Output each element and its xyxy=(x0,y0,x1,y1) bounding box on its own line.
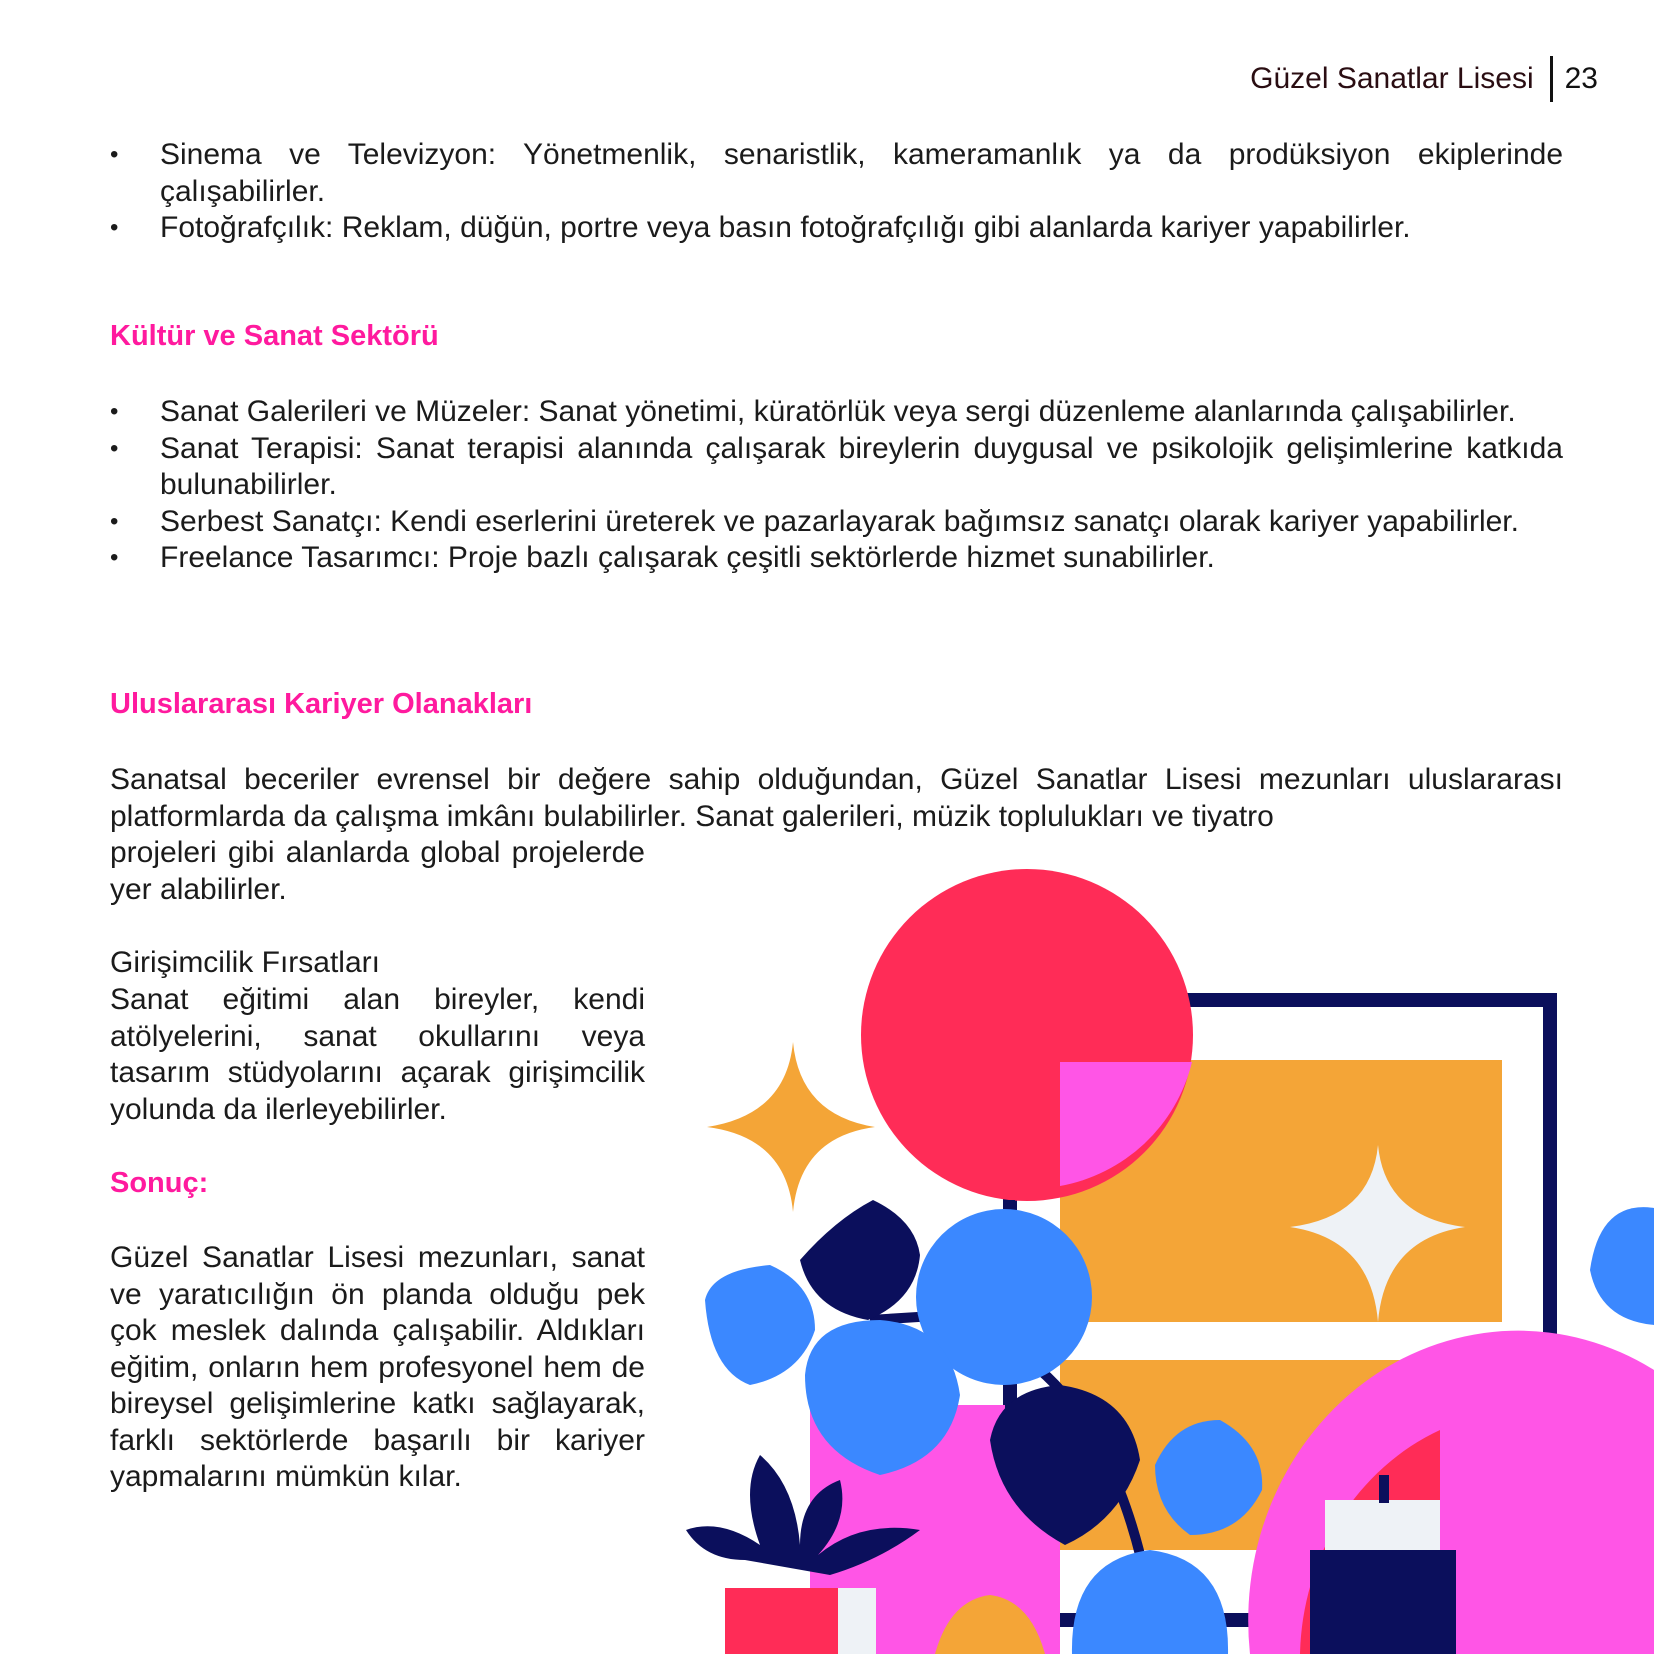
international-paragraph-continued: projeleri gibi alanlarda global projelerde yer alabilirler. xyxy=(110,836,645,906)
heading-conclusion: Sonuç: xyxy=(110,1167,209,1199)
list-item: • Sanat Galerileri ve Müzeler: Sanat yönetimi, küratörlük veya sergi düzenleme alanlarında çalışabilirler. xyxy=(110,394,1563,431)
navy-leaf xyxy=(800,1200,920,1320)
list-item: • Sinema ve Televizyon: Yönetmenlik, senaristlik, kameramanlık ya da prodüksiyon ekiplerinde çalışabilirler. xyxy=(110,137,1563,210)
light-box xyxy=(1325,1500,1440,1552)
international-paragraph: Sanatsal beceriler evrensel bir değere sahip olduğundan, Güzel Sanatlar Lisesi mezunları uluslararası platformlarda da çalışma imkânı bulabilirler. Sanat galerileri, müzik toplulukları ve tiyatro xyxy=(110,763,1563,833)
blue-leaf-edge xyxy=(1590,1207,1654,1325)
heading-culture-sector: Kültür ve Sanat Sektörü xyxy=(110,320,439,352)
conclusion-paragraph: Güzel Sanatlar Lisesi mezunları, sanat ve yaratıcılığın ön planda olduğu pek çok meslek dalında çalışabilir. Aldıkları eğitim, onların hem profesyonel hem de bireysel gelişimlerine katkı sağlayarak, farklı sektörlerde başarılı bir kariyer yapmalarını mümkün kılar. xyxy=(110,1241,645,1493)
entrepreneurship-paragraph: Sanat eğitimi alan bireyler, kendi atölyelerini, sanat okullarını veya tasarım stüdyolarını açarak girişimcilik yolunda da ilerleyebilirler. xyxy=(110,983,645,1126)
entrepreneurship-title: Girişimcilik Fırsatları xyxy=(110,946,380,979)
blue-leaf-bottom xyxy=(1072,1550,1228,1654)
decorative-illustration xyxy=(680,860,1654,1654)
orange-star-icon xyxy=(707,1042,875,1212)
heading-international-careers: Uluslararası Kariyer Olanakları xyxy=(110,688,533,720)
career-list-media xyxy=(110,137,1563,247)
page-number: 23 xyxy=(1564,62,1598,95)
white-pot-accent xyxy=(838,1588,876,1654)
list-item: • Sanat Terapisi: Sanat terapisi alanında çalışarak bireylerin duygusal ve psikolojik gelişimlerine katkıda bulunabilirler. xyxy=(110,431,1563,504)
red-circle xyxy=(861,869,1193,1201)
blue-leaf-left xyxy=(705,1265,815,1385)
navy-box-stick xyxy=(1379,1475,1389,1503)
navy-box xyxy=(1310,1550,1456,1654)
list-item: • Fotoğrafçılık: Reklam, düğün, portre veya basın fotoğrafçılığı gibi alanlarda kariyer yapabilirler. xyxy=(110,210,1563,247)
career-list-culture xyxy=(110,394,1563,577)
list-item: • Freelance Tasarımcı: Proje bazlı çalışarak çeşitli sektörlerde hizmet sunabilirler. xyxy=(110,540,1563,577)
list-item: • Serbest Sanatçı: Kendi eserlerini üreterek ve pazarlayarak bağımsız sanatçı olarak kariyer yapabilirler. xyxy=(110,504,1563,541)
running-header xyxy=(1250,56,1598,102)
running-title: Güzel Sanatlar Lisesi xyxy=(1250,62,1534,95)
